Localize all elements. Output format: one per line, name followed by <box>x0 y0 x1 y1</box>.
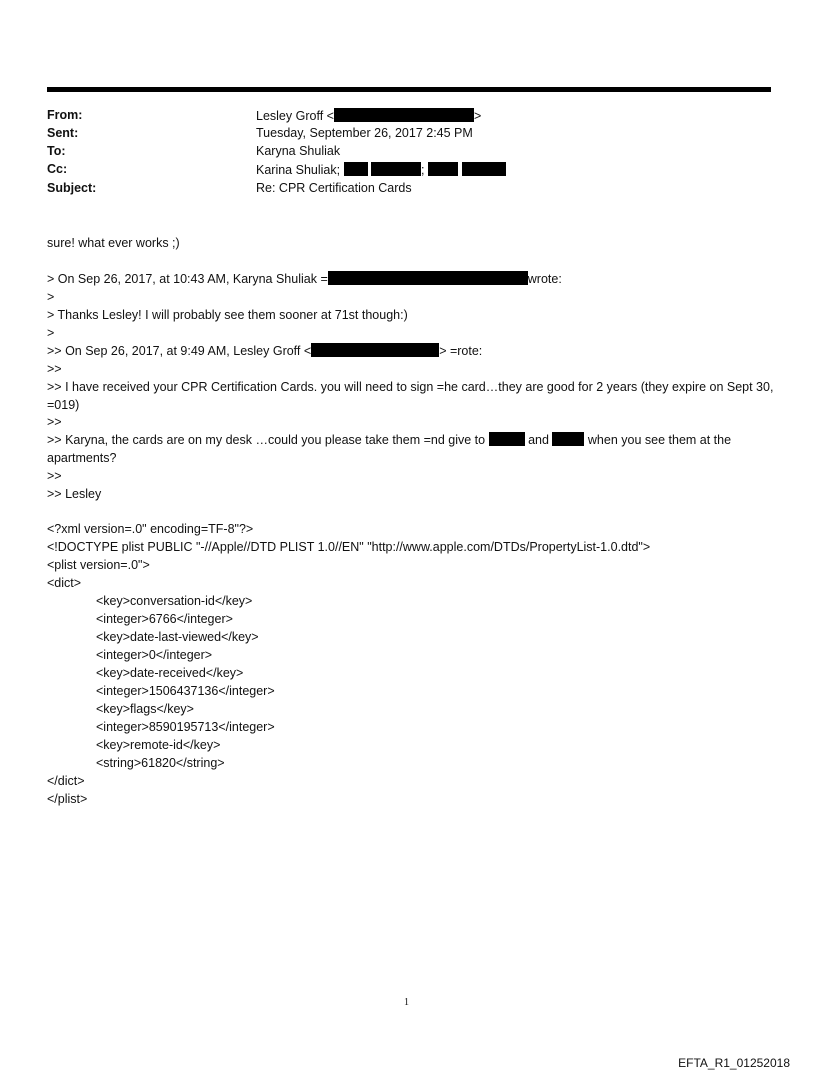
quote-line: > <box>47 326 55 340</box>
plist-line: <!DOCTYPE plist PUBLIC "-//Apple//DTD PLIST 1.0//EN" "http://www.apple.com/DTDs/PropertyList-1.0.dtd"> <box>47 540 651 554</box>
plist-entry: <key>date-last-viewed</key> <box>96 630 259 644</box>
redaction-box <box>428 162 458 176</box>
quote-text: >> Karyna, the cards are on my desk …could you please take them =nd give to <box>47 433 486 447</box>
plist-line: </dict> <box>47 774 85 788</box>
quote-line <box>47 431 777 467</box>
redaction-box <box>334 108 474 122</box>
redaction-box <box>371 162 421 176</box>
plist-line: <?xml version=.0" encoding=TF-8"?> <box>47 522 254 536</box>
page-number: 1 <box>404 997 409 1008</box>
redaction-box <box>328 271 528 285</box>
plist-entry: <key>flags</key> <box>96 702 194 716</box>
plist-entry: <integer>6766</integer> <box>96 612 233 626</box>
quote-text: wrote: <box>527 272 562 286</box>
plist-entry: <key>date-received</key> <box>96 666 244 680</box>
redaction-box <box>489 432 525 446</box>
subject-value: Re: CPR Certification Cards <box>256 181 412 195</box>
quote-line: >> <box>47 362 62 376</box>
redaction-box <box>344 162 368 176</box>
redaction-box <box>462 162 506 176</box>
plist-line: <dict> <box>47 576 82 590</box>
quote-line <box>47 343 482 359</box>
cc-value <box>256 162 506 177</box>
plist-entry: <integer>8590195713</integer> <box>96 720 275 734</box>
quote-line: >> <box>47 469 62 483</box>
quote-text: >> On Sep 26, 2017, at 9:49 AM, Lesley Groff < <box>47 344 312 358</box>
redaction-box <box>311 343 439 357</box>
cc-label: Cc: <box>47 162 68 176</box>
quote-text: and <box>528 433 549 447</box>
plist-line: <plist version=.0"> <box>47 558 150 572</box>
plist-entry: <string>61820</string> <box>96 756 225 770</box>
quote-text: when you see them at the apartments? <box>47 433 732 465</box>
quote-line: >> <box>47 415 62 429</box>
plist-entry: <integer>1506437136</integer> <box>96 684 275 698</box>
sent-value: Tuesday, September 26, 2017 2:45 PM <box>256 126 473 140</box>
plist-line: </plist> <box>47 792 88 806</box>
from-label: From: <box>47 108 83 122</box>
cc-name: Karina Shuliak; <box>256 163 341 177</box>
from-value <box>256 108 481 123</box>
from-name: Lesley Groff < <box>256 109 334 123</box>
quote-line: > <box>47 290 55 304</box>
redaction-box <box>552 432 584 446</box>
body-line: sure! what ever works ;) <box>47 236 180 250</box>
plist-entry: <integer>0</integer> <box>96 648 213 662</box>
subject-label: Subject: <box>47 181 97 195</box>
to-value: Karyna Shuliak <box>256 144 341 158</box>
header-rule <box>47 87 771 92</box>
plist-entry: <key>remote-id</key> <box>96 738 221 752</box>
document-id: EFTA_R1_01252018 <box>678 1056 790 1070</box>
quote-line: >> I have received your CPR Certification Cards. you will need to sign =he card…they are good for 2 years (they expire on Sept 30, =019) <box>47 380 774 412</box>
plist-entry: <key>conversation-id</key> <box>96 594 253 608</box>
cc-separator: ; <box>421 163 425 177</box>
quote-line: > Thanks Lesley! I will probably see them sooner at 71st though:) <box>47 308 408 322</box>
quote-text: > =rote: <box>439 344 483 358</box>
sent-label: Sent: <box>47 126 79 140</box>
from-close: > <box>473 109 482 123</box>
quote-line <box>47 271 562 287</box>
quote-line: >> Lesley <box>47 487 102 501</box>
to-label: To: <box>47 144 66 158</box>
quote-text: > On Sep 26, 2017, at 10:43 AM, Karyna Shuliak = <box>47 272 328 286</box>
